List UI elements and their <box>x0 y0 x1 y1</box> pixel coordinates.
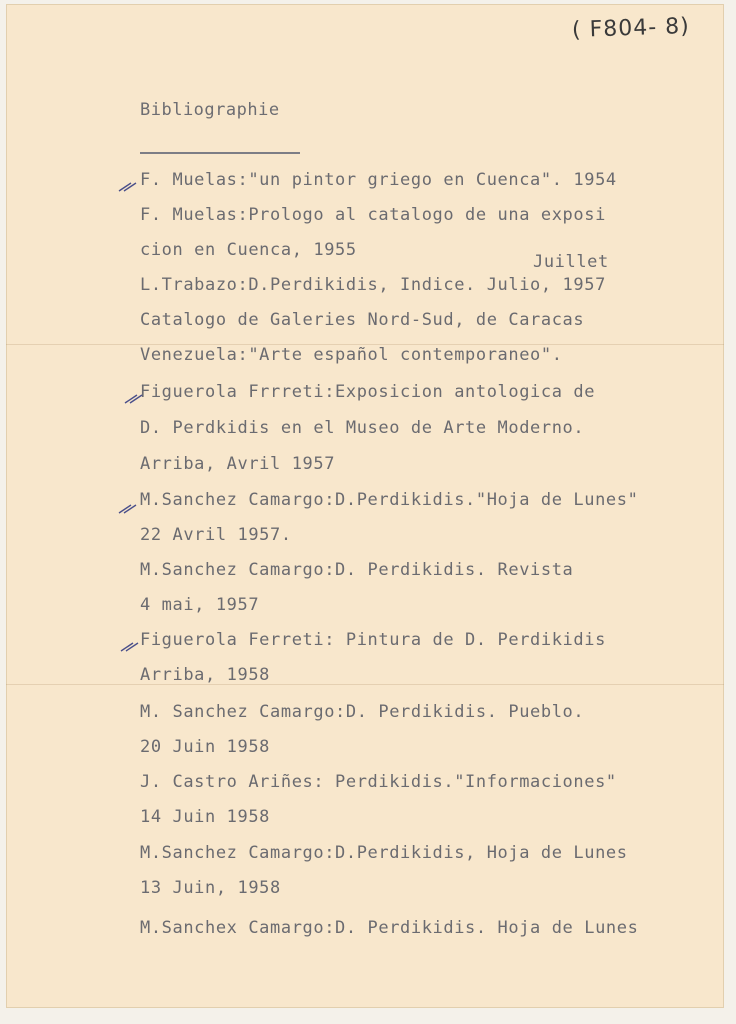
bibliography-line: 14 Juin 1958 <box>140 807 271 827</box>
bibliography-line: M. Sanchez Camargo:D. Perdikidis. Pueblo. <box>140 702 585 722</box>
bibliography-line: Catalogo de Galeries Nord-Sud, de Caracas <box>140 310 585 330</box>
bibliography-line: F. Muelas:"un pintor griego en Cuenca". 1954 <box>140 170 617 190</box>
bibliography-line: 4 mai, 1957 <box>140 595 260 615</box>
pencil-tick-mark <box>118 502 138 514</box>
bibliography-line: 13 Juin, 1958 <box>140 878 281 898</box>
bibliography-line: L.Trabazo:D.Perdikidis, Indice. Julio, 1957 <box>140 275 606 295</box>
bibliography-line: 20 Juin 1958 <box>140 737 271 757</box>
pencil-tick-mark <box>124 392 144 404</box>
bibliography-line: M.Sanchez Camargo:D.Perdikidis."Hoja de Lunes" <box>140 490 639 510</box>
title-underline <box>140 152 300 154</box>
bibliography-line: cion en Cuenca, 1955 <box>140 240 357 260</box>
pencil-tick-mark <box>118 180 138 192</box>
page-title: Bibliographie <box>140 100 280 120</box>
bibliography-line: D. Perdkidis en el Museo de Arte Moderno. <box>140 418 585 438</box>
bibliography-line: F. Muelas:Prologo al catalogo de una exposi <box>140 205 606 225</box>
overwrite-note: Juillet <box>533 252 609 272</box>
bibliography-line: M.Sanchex Camargo:D. Perdikidis. Hoja de Lunes <box>140 918 639 938</box>
bibliography-line: 22 Avril 1957. <box>140 525 292 545</box>
bibliography-line: J. Castro Ariñes: Perdikidis."Informaciones" <box>140 772 617 792</box>
bibliography-line: M.Sanchez Camargo:D. Perdikidis. Revista <box>140 560 574 580</box>
bibliography-line: M.Sanchez Camargo:D.Perdikidis, Hoja de Lunes <box>140 843 628 863</box>
reference-number: ( F804- 8) <box>571 13 691 44</box>
bibliography-line: Arriba, Avril 1957 <box>140 454 336 474</box>
bibliography-line: Figuerola Frrreti:Exposicion antologica de <box>140 382 596 402</box>
fold-line <box>6 684 724 685</box>
bibliography-line: Venezuela:"Arte español contemporaneo". <box>140 345 563 365</box>
bibliography-line: Arriba, 1958 <box>140 665 271 685</box>
bibliography-line: Figuerola Ferreti: Pintura de D. Perdikidis <box>140 630 606 650</box>
pencil-tick-mark <box>120 640 140 652</box>
